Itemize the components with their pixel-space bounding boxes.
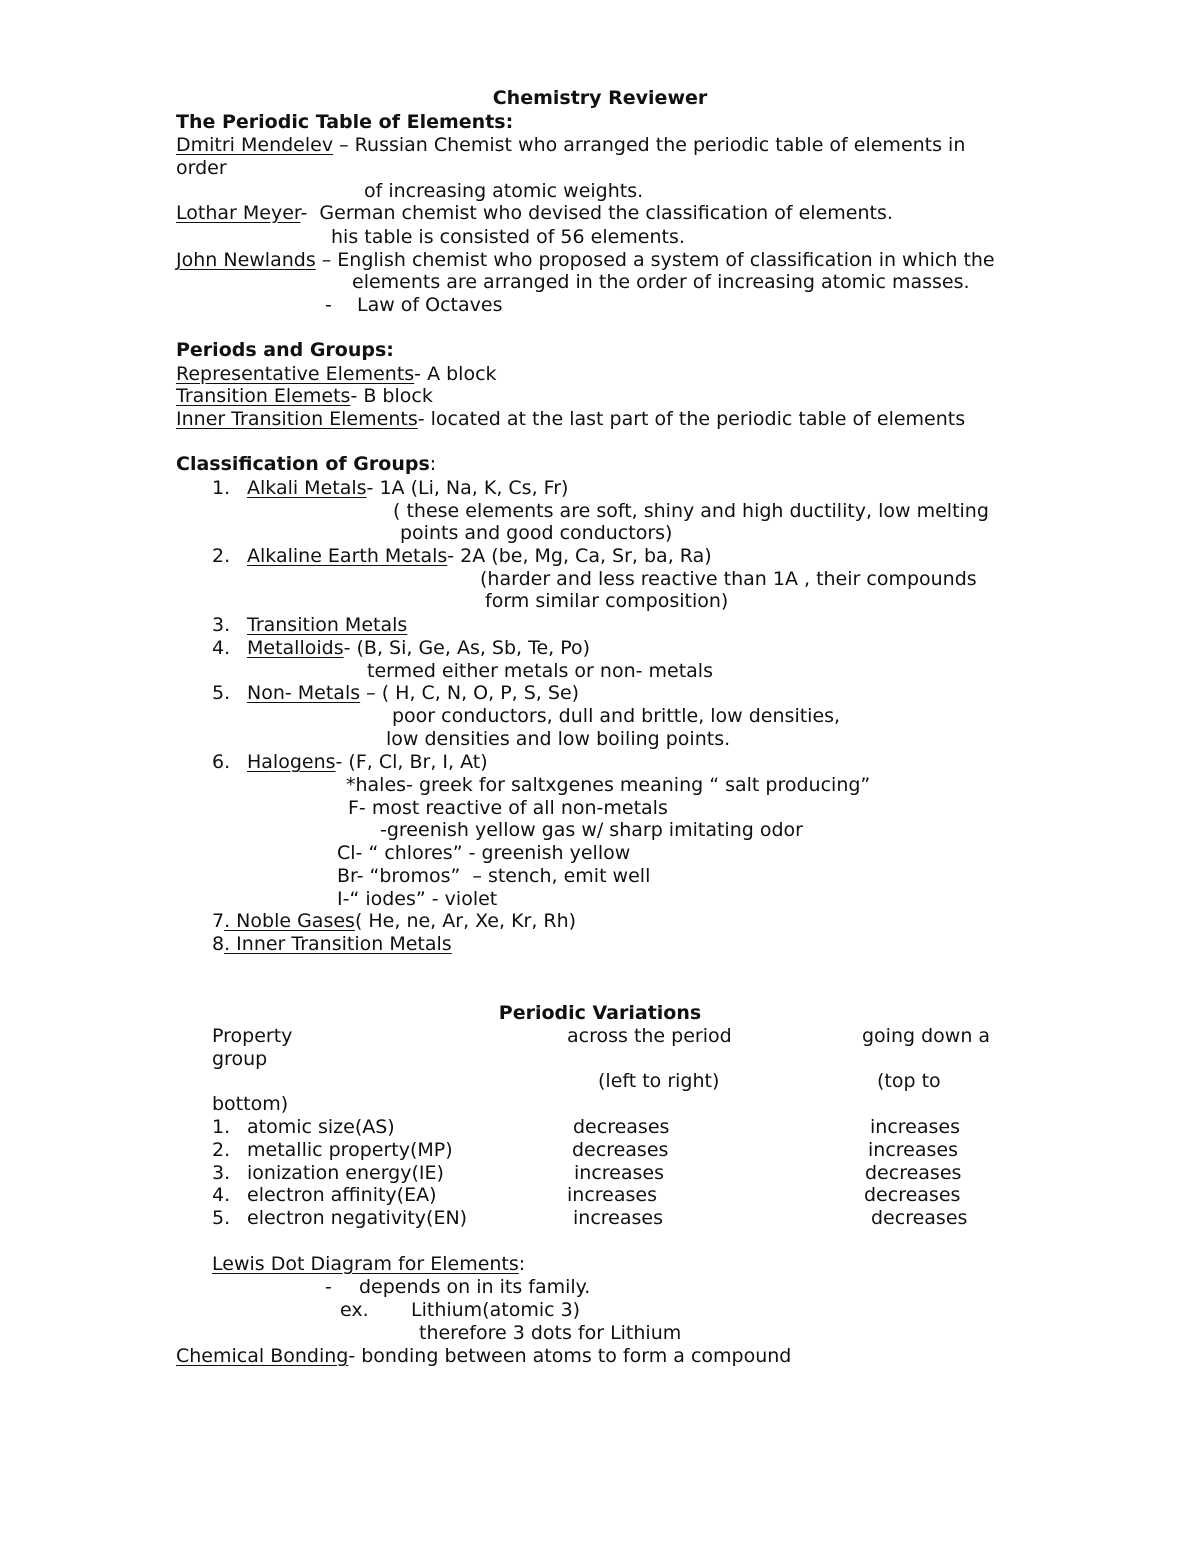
noble-gases-desc: ( He, ne, Ar, Xe, Kr, Rh) xyxy=(354,910,577,932)
representative-line xyxy=(176,363,497,386)
group-item-name: Metalloids xyxy=(247,637,344,659)
lewis-line: therefore 3 dots for Lithium xyxy=(419,1322,682,1344)
variation-row-across: increases xyxy=(567,1184,657,1206)
inner-transition-line xyxy=(176,408,965,431)
halogen-note: *hales- greek for saltxgenes meaning “ salt producing” xyxy=(346,774,871,796)
group-item-name: Alkali Metals xyxy=(247,477,367,499)
group-item xyxy=(247,545,712,568)
col-down-header-wrap: group xyxy=(212,1048,268,1070)
lewis-bullet: - xyxy=(325,1276,332,1298)
meyer-desc-cont: his table is consisted of 56 elements. xyxy=(331,226,685,248)
inner-transition-metals-name: . Inner Transition Metals xyxy=(224,933,452,955)
col-down-sub: (top to xyxy=(877,1070,941,1092)
variation-row-num: 3. xyxy=(212,1162,231,1184)
group-item xyxy=(247,751,488,774)
group-item-name: Non- Metals xyxy=(247,682,361,704)
group-item-desc: - (F, Cl, Br, I, At) xyxy=(335,751,488,773)
halogen-note: -greenish yellow gas w/ sharp imitating odor xyxy=(380,819,803,841)
col-across-header: across the period xyxy=(567,1025,732,1047)
alkali-note-cont: points and good conductors) xyxy=(400,522,673,544)
group-item xyxy=(247,682,579,705)
lewis-heading-colon: : xyxy=(518,1253,526,1275)
group-item xyxy=(247,637,590,660)
col-across-sub: (left to right) xyxy=(598,1070,720,1092)
variation-row-down: decreases xyxy=(864,1184,961,1206)
inner-transition-metals-num: 8 xyxy=(212,933,225,955)
variation-row-num: 2. xyxy=(212,1139,231,1161)
mendelev-name: Dmitri Mendelev xyxy=(176,134,334,156)
document-title: Chemistry Reviewer xyxy=(492,87,708,109)
variation-row-num: 5. xyxy=(212,1207,231,1229)
group-item-num: 3. xyxy=(212,614,231,636)
transition-line xyxy=(176,385,433,408)
col-property-header: Property xyxy=(212,1025,293,1047)
classification-heading-colon: : xyxy=(429,453,437,475)
variation-row-num: 4. xyxy=(212,1184,231,1206)
group-item xyxy=(247,477,568,500)
noble-gases-line xyxy=(212,910,576,933)
mendelev-desc-cont: of increasing atomic weights. xyxy=(364,180,644,202)
group-item-num: 2. xyxy=(212,545,231,567)
periodic-table-heading: The Periodic Table of Elements: xyxy=(176,111,514,133)
group-item-desc: - (B, Si, Ge, As, Sb, Te, Po) xyxy=(343,637,591,659)
inner-transition-desc: - located at the last part of the periodic table of elements xyxy=(417,408,966,430)
variation-row-across: increases xyxy=(574,1162,664,1184)
law-of-octaves: Law of Octaves xyxy=(357,294,503,316)
newlands-desc: – English chemist who proposed a system of classification in which the xyxy=(315,249,995,271)
group-item-num: 6. xyxy=(212,751,231,773)
mendelev-desc-wrap: order xyxy=(176,157,227,179)
group-item-desc: - 2A (be, Mg, Ca, Sr, ba, Ra) xyxy=(447,545,712,567)
col-down-sub-wrap: bottom) xyxy=(212,1093,289,1115)
variation-row-across: increases xyxy=(573,1207,663,1229)
group-item-desc: - 1A (Li, Na, K, Cs, Fr) xyxy=(366,477,569,499)
lewis-line: depends on in its family. xyxy=(359,1276,591,1298)
chemical-bonding-line xyxy=(176,1345,791,1368)
periods-groups-heading: Periods and Groups: xyxy=(176,339,394,361)
variation-row-num: 1. xyxy=(212,1116,231,1138)
variation-row-across: decreases xyxy=(573,1116,670,1138)
group-item-name: Transition Metals xyxy=(247,614,408,636)
nonmetal-note-cont: low densities and low boiling points. xyxy=(386,728,731,750)
variation-row-down: decreases xyxy=(865,1162,962,1184)
col-down-header: going down a xyxy=(862,1025,991,1047)
periodic-variations-heading: Periodic Variations xyxy=(498,1002,702,1024)
newlands-bullet: - xyxy=(325,294,332,316)
group-item-name: Alkaline Earth Metals xyxy=(247,545,448,567)
metalloid-note: termed either metals or non- metals xyxy=(367,660,713,682)
variation-row-down: increases xyxy=(868,1139,958,1161)
meyer-name: Lothar Meyer xyxy=(176,202,301,224)
variation-row-property: electron negativity(EN) xyxy=(247,1207,468,1229)
group-item-num: 1. xyxy=(212,477,231,499)
chemical-bonding-name: Chemical Bonding xyxy=(176,1345,349,1367)
lewis-heading-text: Lewis Dot Diagram for Elements xyxy=(212,1253,519,1275)
alkaline-note-cont: form similar composition) xyxy=(485,590,729,612)
variation-row-down: decreases xyxy=(871,1207,968,1229)
group-item-num: 5. xyxy=(212,682,231,704)
nonmetal-note: poor conductors, dull and brittle, low densities, xyxy=(392,705,841,727)
noble-gases-name: . Noble Gases xyxy=(224,910,355,932)
lewis-example-label: ex. xyxy=(340,1299,369,1321)
inner-transition-metals-line xyxy=(212,933,452,956)
transition-name: Transition Elemets xyxy=(176,385,351,407)
representative-name: Representative Elements xyxy=(176,363,415,385)
lewis-example-text: Lithium(atomic 3) xyxy=(411,1299,581,1321)
variation-row-property: ionization energy(IE) xyxy=(247,1162,444,1184)
halogen-note: F- most reactive of all non-metals xyxy=(348,797,668,819)
transition-desc: - B block xyxy=(350,385,433,407)
classification-heading-text: Classification of Groups xyxy=(176,453,430,475)
variation-row-down: increases xyxy=(870,1116,960,1138)
newlands-line xyxy=(176,249,995,272)
group-item-num: 4. xyxy=(212,637,231,659)
meyer-desc: - German chemist who devised the classification of elements. xyxy=(300,202,893,224)
noble-gases-num: 7 xyxy=(212,910,225,932)
newlands-name: John Newlands xyxy=(176,249,316,271)
mendelev-line xyxy=(176,134,965,157)
halogen-note: I-“ iodes” - violet xyxy=(337,888,498,910)
group-item-desc: – ( H, C, N, O, P, S, Se) xyxy=(360,682,580,704)
meyer-line xyxy=(176,202,893,225)
variation-row-property: electron affinity(EA) xyxy=(247,1184,437,1206)
alkaline-note: (harder and less reactive than 1A , their compounds xyxy=(480,568,977,590)
classification-heading xyxy=(176,453,436,476)
mendelev-desc: – Russian Chemist who arranged the periodic table of elements in xyxy=(333,134,966,156)
lewis-heading xyxy=(212,1253,525,1276)
chemical-bonding-desc: - bonding between atoms to form a compound xyxy=(348,1345,792,1367)
inner-transition-name: Inner Transition Elements xyxy=(176,408,418,430)
newlands-desc-cont: elements are arranged in the order of increasing atomic masses. xyxy=(352,271,970,293)
halogen-note: Br- “bromos” – stench, emit well xyxy=(337,865,651,887)
alkali-note: ( these elements are soft, shiny and high ductility, low melting xyxy=(393,500,989,522)
variation-row-across: decreases xyxy=(572,1139,669,1161)
variation-row-property: atomic size(AS) xyxy=(247,1116,395,1138)
group-item-name: Halogens xyxy=(247,751,336,773)
group-item xyxy=(247,614,407,637)
halogen-note: Cl- “ chlores” - greenish yellow xyxy=(337,842,631,864)
representative-desc: - A block xyxy=(414,363,497,385)
variation-row-property: metallic property(MP) xyxy=(247,1139,453,1161)
